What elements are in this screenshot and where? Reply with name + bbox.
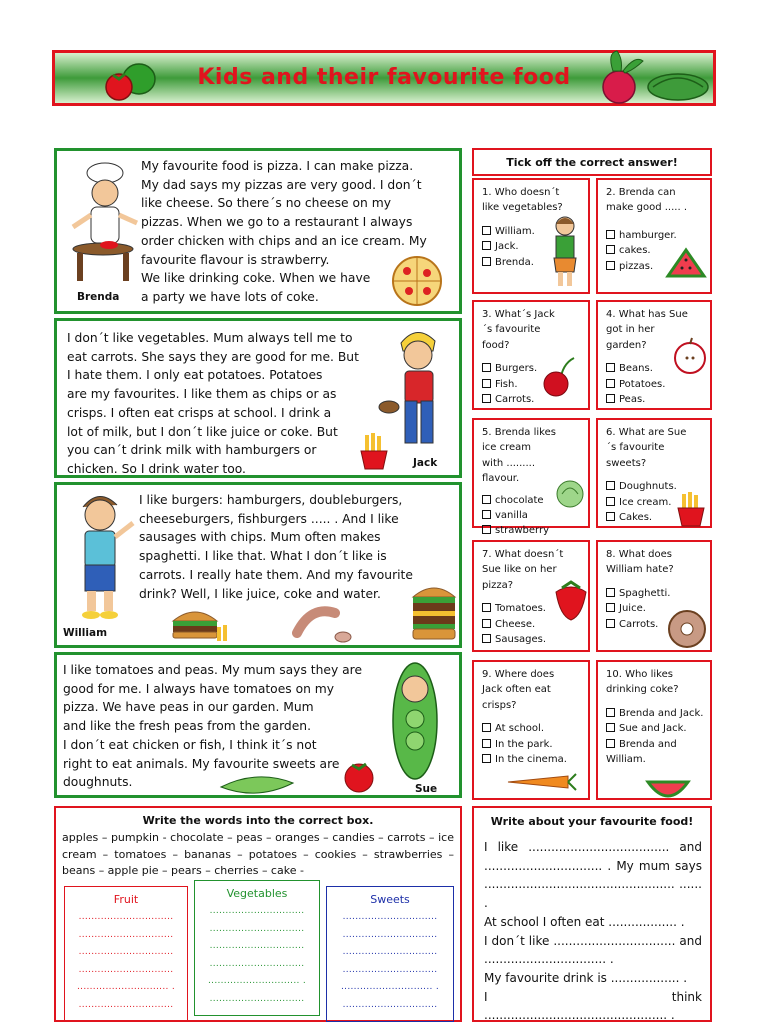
word-sort-heading: Write the words into the correct box. — [142, 814, 374, 827]
watermelon-icon — [646, 780, 690, 802]
writing-exercise[interactable] — [472, 806, 712, 1022]
word-list: apples – pumpkin - chocolate – peas – oranges – candies – carrots – ice cream – tomatoes – bananas – potatoes – cookies – strawberries – beans – apple pie – pears – cherries – cake - — [62, 831, 454, 877]
answer-checkbox[interactable]: Fish. — [482, 377, 588, 392]
sausage-icon — [291, 603, 357, 643]
answer-checkbox[interactable]: William. — [482, 224, 588, 239]
answer-checkbox[interactable]: Tomatoes. — [482, 601, 588, 616]
tomato-icon — [339, 759, 379, 793]
answer-checkbox[interactable]: Brenda and Jack. — [606, 706, 710, 721]
question-9: 9. Where does Jack often eat crisps? At school. In the park. In the cinema. — [472, 660, 590, 800]
writing-prompt[interactable]: I like ..................................... and ............................... . My mum says .................................................. ...... . At school I often eat .................. . I don´t like ................................ and ................................ . My favourite drink is .................. . I think ................................................ . — [484, 840, 702, 1023]
watermelon-slice-icon — [664, 246, 708, 286]
fries-small-icon — [674, 492, 710, 530]
question-6: 6. What are Sue ´s favourite sweets? Doughnuts. Ice cream. Cakes. — [596, 418, 712, 528]
answer-checkbox[interactable]: Sausages. — [482, 632, 588, 647]
strawberry-icon — [552, 578, 590, 622]
fruit-label: Fruit — [113, 893, 139, 906]
question-8: 8. What does William hate? Spaghetti. Juice. Carrots. — [596, 540, 712, 652]
question-7: 7. What doesn´t Sue like on her pizza? Tomatoes. Cheese. Sausages. — [472, 540, 590, 652]
answer-checkbox[interactable]: Peas. — [606, 392, 710, 407]
answer-checkbox[interactable]: Juice. — [606, 601, 710, 616]
answer-checkbox[interactable]: Sue and Jack. — [606, 721, 710, 736]
answer-checkbox[interactable]: Ice cream. — [606, 495, 710, 510]
answer-checkbox[interactable]: Cakes. — [606, 510, 710, 525]
answer-checkbox[interactable]: Beans. — [606, 361, 710, 376]
answer-checkbox[interactable]: hamburger. — [606, 228, 710, 243]
answer-checkbox[interactable]: Carrots. — [482, 392, 588, 407]
fruit-box[interactable]: Fruit .............................. .............................. .............................. .............................. ............................. . .............................. — [64, 886, 188, 1022]
answer-checkbox[interactable]: Brenda and William. — [606, 737, 710, 768]
answer-checkbox[interactable]: Cheese. — [482, 617, 588, 632]
sue-story-text: I like tomatoes and peas. My mum says they are good for me. I always have tomatoes on my pizza. We have peas in our garden. Mum and like the fresh peas from the garden. I don´t eat chicken or fish, I think it´s not right to eat animals. My favourite sweets are doughnuts. — [63, 663, 363, 790]
brenda-chef-icon — [63, 159, 143, 284]
answer-checkbox[interactable]: cakes. — [606, 243, 710, 258]
sweets-box[interactable]: Sweets .............................. .............................. .............................. .............................. ............................. . .............................. — [326, 886, 454, 1022]
answer-checkbox[interactable]: Spaghetti. — [606, 586, 710, 601]
hamburger-icon — [169, 605, 229, 645]
apple-icon — [670, 336, 710, 376]
jack-story-text: I don´t like vegetables. Mum always tell me to eat carrots. She says they are good for me. But I hate them. I only eat potatoes. Potatoes are my favourites. I like them as chips or as crisps. I often eat crisps at school. I drink a lot of milk, but I don´t like juice or coke. But you can´t drink milk with hamburgers or chicken. So I drink water too. — [67, 331, 359, 476]
answer-checkbox[interactable]: At school. — [482, 721, 588, 736]
sweets-label: Sweets — [370, 893, 410, 906]
fries-icon — [357, 433, 391, 471]
william-name-label: William — [63, 627, 108, 639]
question-5: 5. Brenda likes ice cream with ......... flavour. chocolate vanilla strawberry — [472, 418, 590, 528]
answer-checkbox[interactable]: strawberry — [482, 523, 588, 538]
title-banner — [52, 50, 716, 106]
jack-name-label: Jack — [413, 457, 438, 469]
answer-checkbox[interactable]: Doughnuts. — [606, 479, 710, 494]
answer-checkbox[interactable]: In the park. — [482, 737, 588, 752]
burger-stack-icon — [411, 583, 457, 647]
answer-checkbox[interactable]: pizzas. — [606, 259, 710, 274]
question-4: 4. What has Sue got in her garden? Beans. Potatoes. Peas. — [596, 300, 712, 410]
peapod-icon — [217, 773, 297, 799]
answer-checkbox[interactable]: Burgers. — [482, 361, 588, 376]
writing-heading: Write about your favourite food! — [490, 815, 694, 828]
pizza-icon — [391, 255, 443, 307]
doughnut-icon — [666, 608, 708, 650]
question-2: 2. Brenda can make good ..... . hamburger. cakes. pizzas. — [596, 178, 712, 294]
carrot-icon — [498, 768, 578, 796]
question-10: 10. Who likes drinking coke? Brenda and Jack. Sue and Jack. Brenda and William. — [596, 660, 712, 800]
girl-icon — [544, 214, 586, 288]
cherry-icon — [538, 354, 582, 398]
answer-checkbox[interactable]: In the cinema. — [482, 752, 588, 767]
william-story-text: I like burgers: hamburgers, doubleburgers, cheeseburgers, fishburgers ..... . And I like sausages with chips. Mum often makes spaghetti. I like that. What I don´t like is carrots. I really hate them. And my favourite drink? Well, I like juice, coke and water. — [139, 493, 413, 601]
answer-checkbox[interactable]: Brenda. — [482, 255, 588, 270]
answer-checkbox[interactable]: Jack. — [482, 239, 588, 254]
answer-checkbox[interactable]: chocolate — [482, 493, 588, 508]
radish-melon-icon — [583, 49, 713, 109]
answer-checkbox[interactable]: Potatoes. — [606, 377, 710, 392]
vegetables-label: Vegetables — [226, 887, 288, 900]
cabbage-icon — [552, 478, 588, 510]
story-william — [54, 482, 462, 648]
sue-name-label: Sue — [415, 783, 438, 795]
william-boy-icon — [63, 487, 139, 621]
question-1: 1. Who doesn´t like vegetables? William. Jack. Brenda. — [472, 178, 590, 294]
answer-checkbox[interactable]: vanilla — [482, 508, 588, 523]
brenda-name-label: Brenda — [77, 291, 120, 303]
question-3: 3. What´s Jack ´s favourite food? Burgers. Fish. Carrots. — [472, 300, 590, 410]
brenda-story-text: My favourite food is pizza. I can make pizza. My dad says my pizzas are very good. I don´t like cheese. So there´s no cheese on my pizzas. When we go to a restaurant I always order chicken with chips and an ice cream. My favourite flavour is strawberry. We like drinking coke. When we have a party we have lots of coke. — [141, 159, 427, 304]
answer-checkbox[interactable]: Carrots. — [606, 617, 710, 632]
sue-peapod-icon — [387, 657, 447, 783]
quiz-heading: Tick off the correct answer! — [472, 148, 712, 176]
story-brenda — [54, 148, 462, 314]
story-jack — [54, 318, 462, 478]
story-sue — [54, 652, 462, 798]
vegetables-box[interactable]: Vegetables .............................. .............................. .............................. .............................. ............................. . .............................. — [194, 880, 320, 1016]
page-title: Kids and their favourite food — [197, 65, 571, 90]
